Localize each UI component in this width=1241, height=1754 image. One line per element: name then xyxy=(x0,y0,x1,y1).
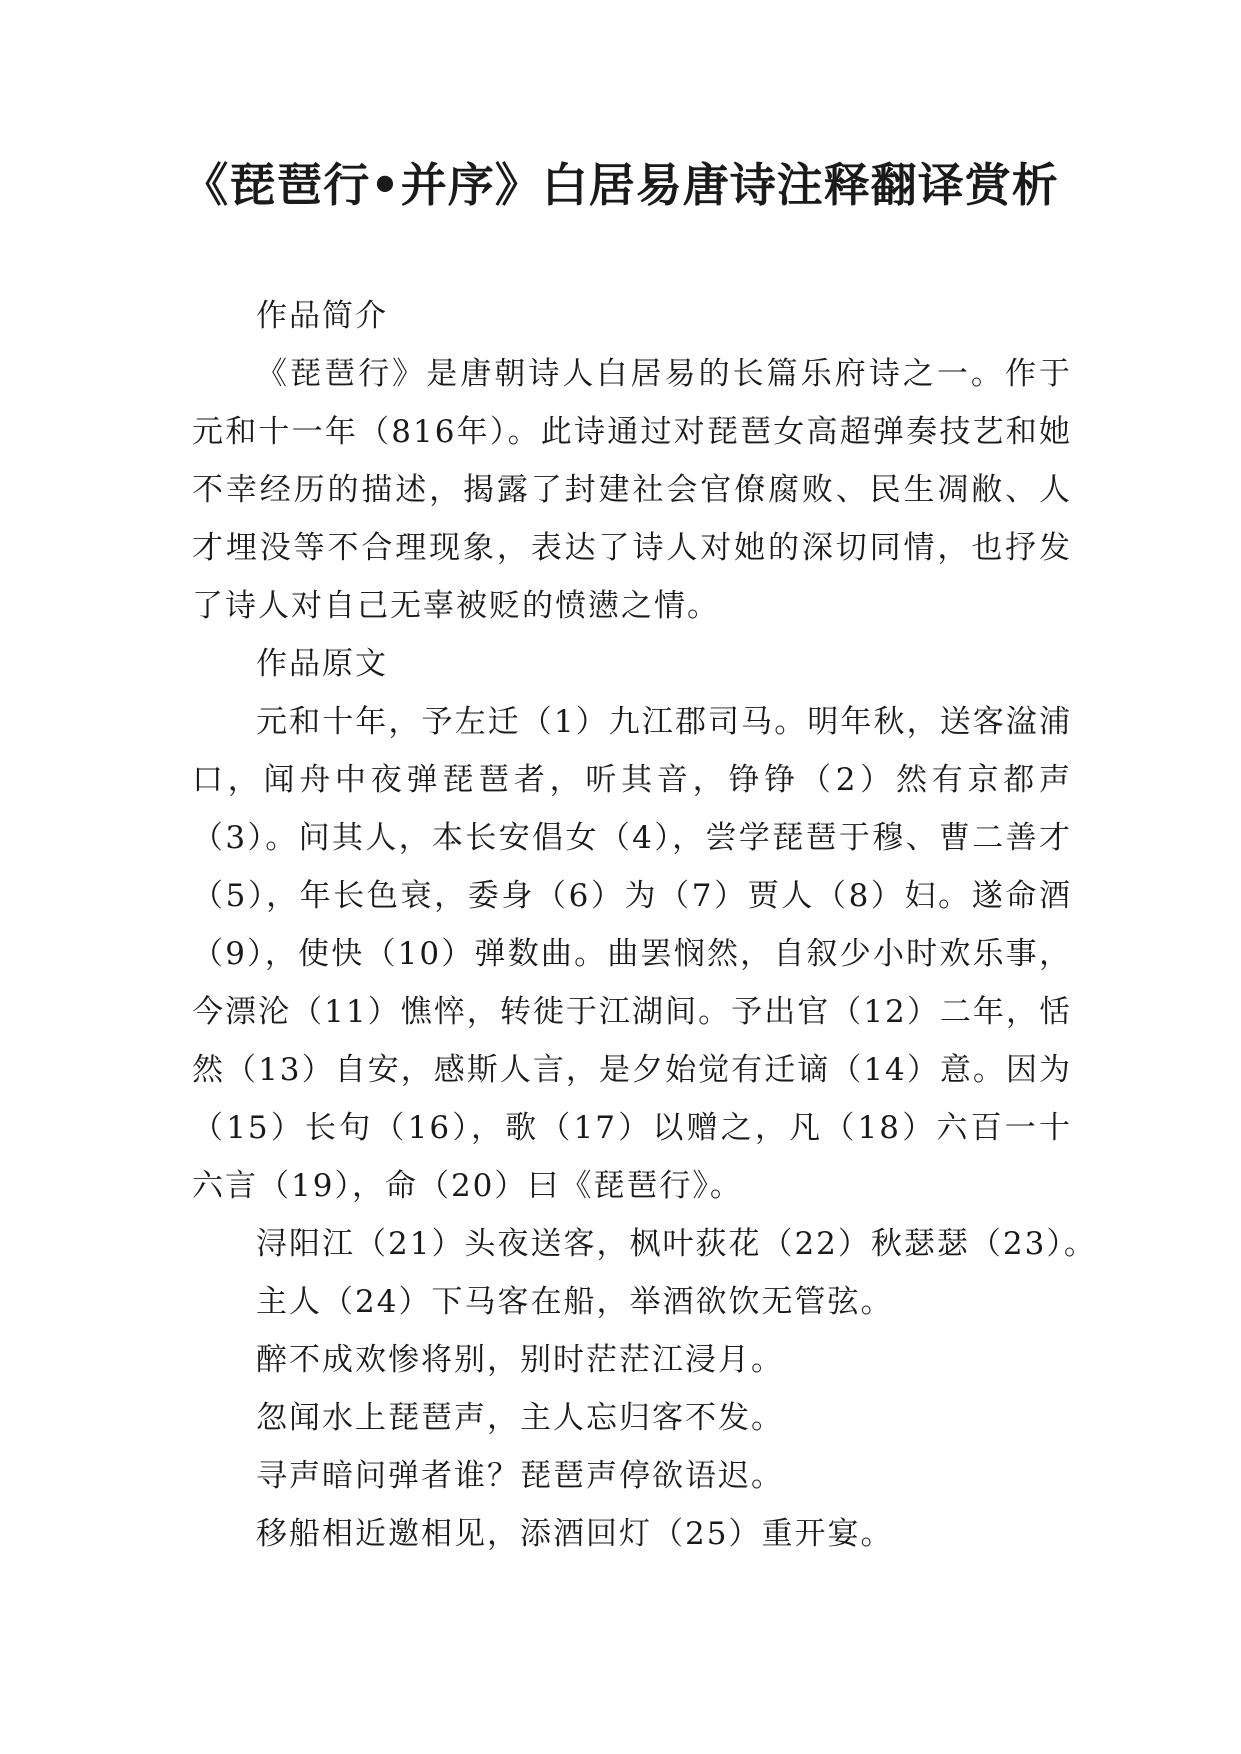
poem-line: 寻声暗问弹者谁？琵琶声停欲语迟。 xyxy=(256,1458,784,1494)
poem-line: 醉不成欢惨将别，别时茫茫江浸月。 xyxy=(256,1342,784,1378)
poem-line: 忽闻水上琵琶声，主人忘归客不发。 xyxy=(256,1400,784,1436)
section-heading-intro: 作品简介 xyxy=(256,298,388,334)
document-body xyxy=(192,287,1097,1563)
poem-line: 移船相近邀相见，添酒回灯（25）重开宴。 xyxy=(256,1516,894,1552)
document-title: 《琵琶行•并序》白居易唐诗注释翻译赏析 xyxy=(182,158,1059,212)
poem-line: 浔阳江（21）头夜送客，枫叶荻花（22）秋瑟瑟（23）。 xyxy=(256,1226,1097,1262)
section-heading-original: 作品原文 xyxy=(256,646,388,682)
intro-paragraph: 《琵琶行》是唐朝诗人白居易的长篇乐府诗之一。作于元和十一年（816年）。此诗通过对琵琶女高超弹奏技艺和她不幸经历的描述，揭露了封建社会官僚腐败、民生凋敝、人才埋没等不合理现象，表达了诗人对她的深切同情，也抒发了诗人对自己无辜被贬的愤懑之情。 xyxy=(192,356,1072,624)
preface-paragraph: 元和十年，予左迁（1）九江郡司马。明年秋，送客湓浦口，闻舟中夜弹琵琶者，听其音，铮铮（2）然有京都声（3）。问其人，本长安倡女（4），尝学琵琶于穆、曹二善才（5），年长色衰，委身（6）为（7）贾人（8）妇。遂命酒（9），使快（10）弹数曲。曲罢悯然，自叙少小时欢乐事，今漂沦（11）憔悴，转徙于江湖间。予出官（12）二年，恬然（13）自安，感斯人言，是夕始觉有迁谪（14）意。因为（15）长句（16），歌（17）以赠之，凡（18）六百一十六言（19），命（20）曰《琵琶行》。 xyxy=(192,704,1072,1204)
poem-line: 主人（24）下马客在船，举酒欲饮无管弦。 xyxy=(256,1284,894,1320)
